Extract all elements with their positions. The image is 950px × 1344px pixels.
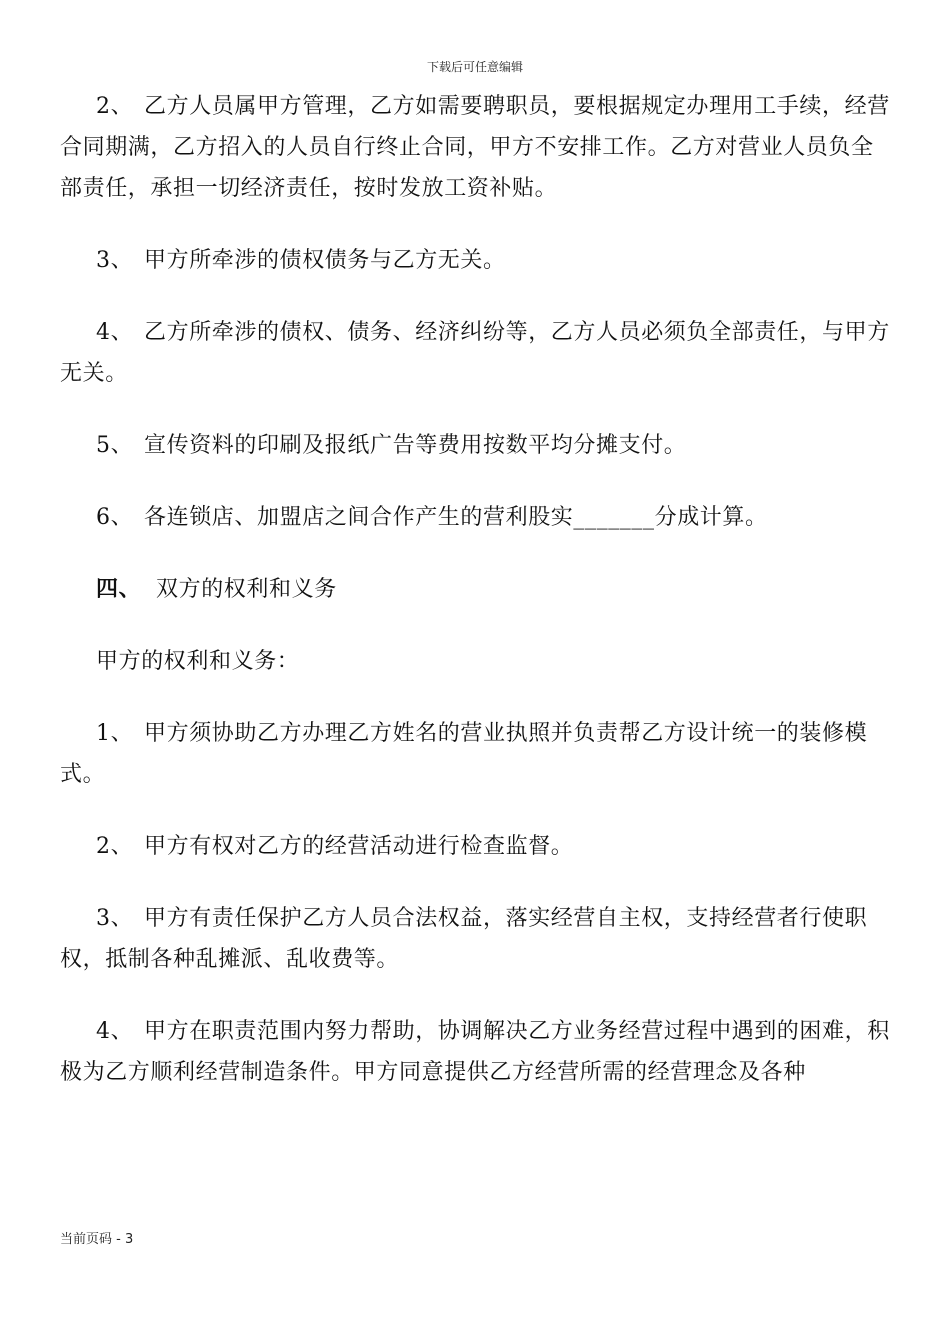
- section-number: 四、: [96, 576, 142, 602]
- clause-paragraph: [60, 425, 892, 466]
- clause-paragraph: [60, 898, 892, 980]
- clause-text: 甲方须协助乙方办理乙方姓名的营业执照并负责帮乙方设计统一的装修模式。: [60, 721, 868, 787]
- clause-text: 甲方有责任保护乙方人员合法权益，落实经营自主权，支持经营者行使职权，抵制各种乱摊派、乱收费等。: [60, 906, 868, 972]
- clause-text: 甲方有权对乙方的经营活动进行检查监督。: [144, 834, 574, 859]
- clause-number: 3、: [96, 248, 134, 273]
- clause-number: 1、: [96, 721, 134, 746]
- clause-number: 2、: [96, 834, 134, 859]
- subsection-title: 甲方的权利和义务：: [96, 649, 300, 674]
- section-heading: [60, 569, 892, 610]
- page-header: 下载后可任意编辑: [426, 60, 523, 74]
- clause-number: 2、: [96, 94, 134, 119]
- clause-paragraph: [60, 1011, 892, 1093]
- subsection-heading: [60, 641, 892, 682]
- section-title: 双方的权利和义务: [156, 577, 337, 602]
- clause-number: 3、: [96, 906, 134, 931]
- clause-text: 宣传资料的印刷及报纸广告等费用按数平均分摊支付。: [144, 433, 687, 458]
- clause-paragraph: [60, 497, 892, 538]
- clause-text: 甲方所牵涉的债权债务与乙方无关。: [144, 248, 506, 273]
- clause-number: 4、: [96, 1019, 134, 1044]
- clause-text: 各连锁店、加盟店之间合作产生的营利股实_______分成计算。: [144, 505, 768, 530]
- document-body: [60, 86, 892, 1124]
- clause-number: 5、: [96, 433, 134, 458]
- clause-paragraph: [60, 86, 892, 209]
- clause-text: 乙方所牵涉的债权、债务、经济纠纷等，乙方人员必须负全部责任，与甲方无关。: [60, 320, 890, 386]
- clause-text: 乙方人员属甲方管理，乙方如需要聘职员，要根据规定办理用工手续，经营合同期满，乙方招入的人员自行终止合同，甲方不安排工作。乙方对营业人员负全部责任，承担一切经济责任，按时发放工资补贴。: [60, 94, 890, 201]
- clause-paragraph: [60, 826, 892, 867]
- clause-paragraph: [60, 713, 892, 795]
- clause-paragraph: [60, 240, 892, 281]
- clause-number: 4、: [96, 320, 134, 345]
- clause-text: 甲方在职责范围内努力帮助，协调解决乙方业务经营过程中遇到的困难，积极为乙方顺利经营制造条件。甲方同意提供乙方经营所需的经营理念及各种: [60, 1019, 890, 1085]
- clause-paragraph: [60, 312, 892, 394]
- clause-number: 6、: [96, 505, 134, 530]
- page-footer: 当前页码 - 3: [60, 1232, 134, 1247]
